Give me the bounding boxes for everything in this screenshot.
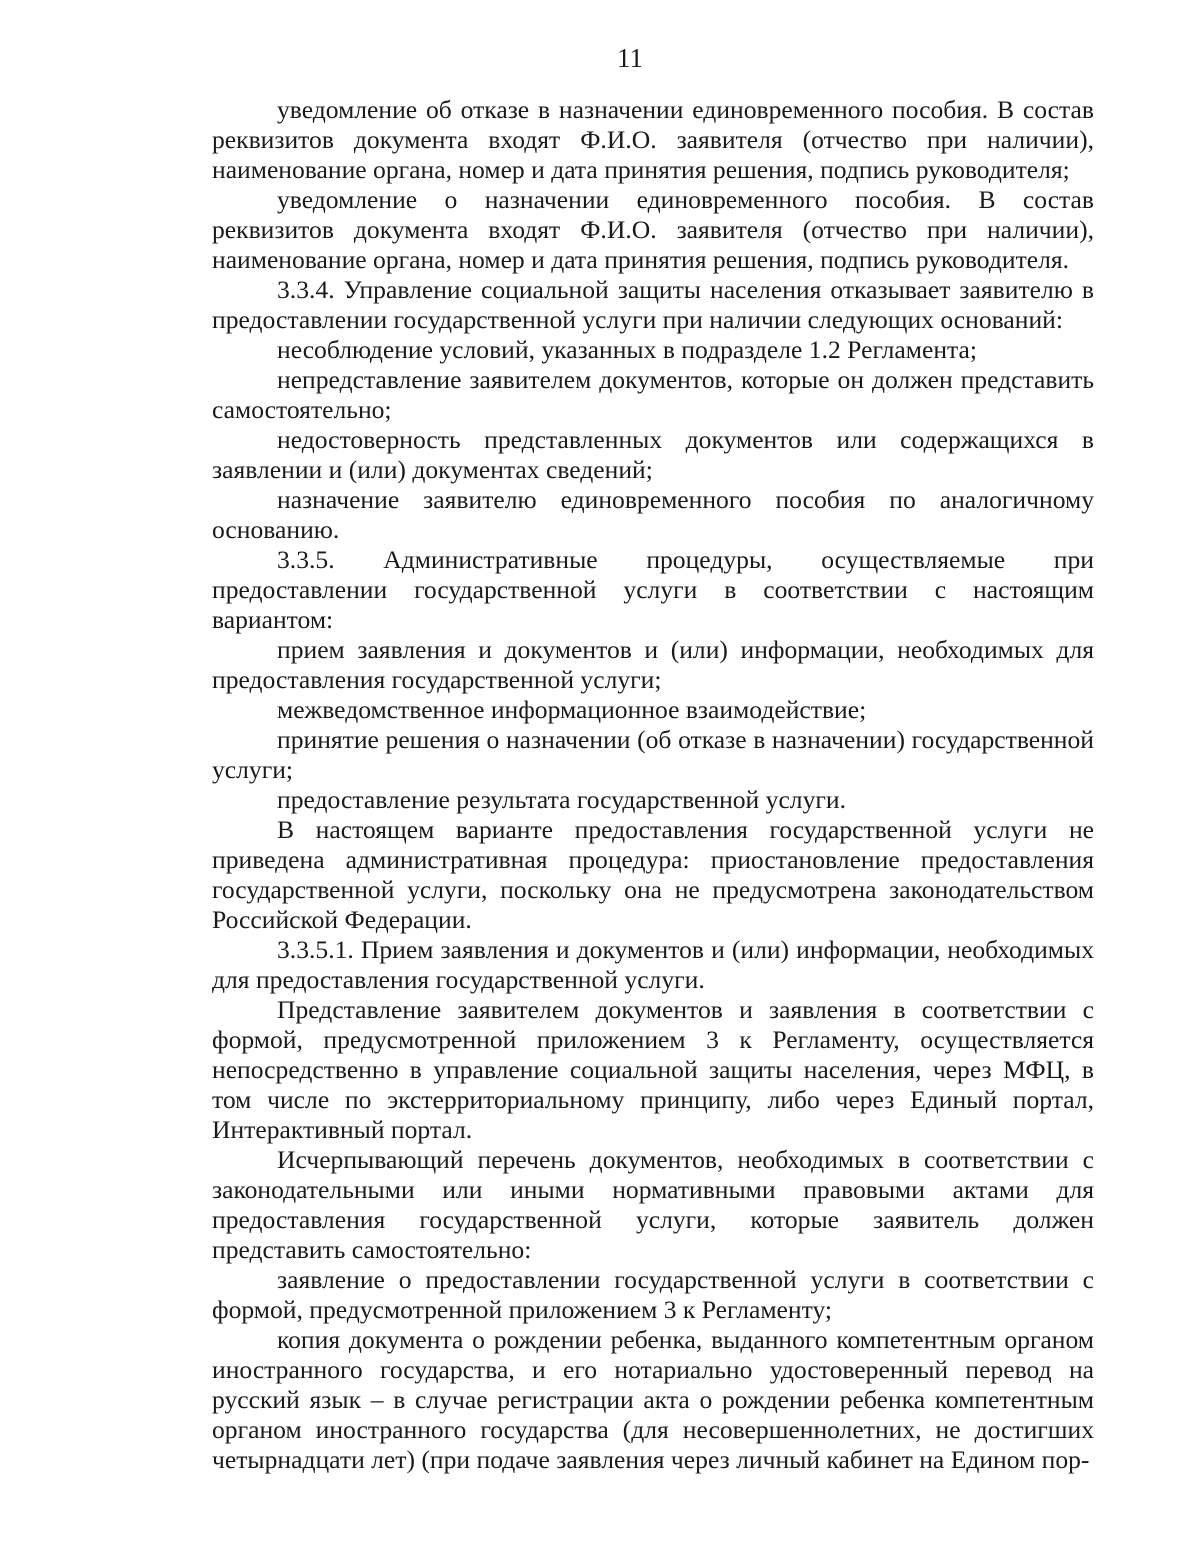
paragraph: заявление о предоставлении государственной услуги в соответствии с формой, предусмотренной приложением 3 к Регламенту; [212,1265,1094,1324]
document-body [212,95,1094,1475]
paragraph: принятие решения о назначении (об отказе в назначении) государственной услуги; [212,725,1094,784]
paragraph: Представление заявителем документов и заявления в соответствии с формой, предусмотренной приложением 3 к Регламенту, осуществляется непосредственно в управление социальной защиты населения, через МФЦ, в том числе по экстерриториальному принципу, либо через Единый портал, Интерактивный портал. [212,995,1094,1144]
paragraph: 3.3.5.1. Прием заявления и документов и (или) информации, необходимых для предоставления государственной услуги. [212,935,1094,994]
page-number: 11 [617,43,643,73]
paragraph: уведомление о назначении единовременного пособия. В состав реквизитов документа входят Ф.И.О. заявителя (отчество при наличии), наименование органа, номер и дата принятия решения, подпись руководителя. [212,185,1094,274]
paragraph: непредставление заявителем документов, которые он должен представить самостоятельно; [212,365,1094,424]
paragraph: межведомственное информационное взаимодействие; [277,695,867,724]
paragraph: несоблюдение условий, указанных в подразделе 1.2 Регламента; [277,335,977,364]
paragraph: В настоящем варианте предоставления государственной услуги не приведена административная процедура: приостановление предоставления государственной услуги, поскольку она не предусмотрена законодательством Российской Федерации. [212,815,1094,934]
paragraph: 3.3.5. Административные процедуры, осуществляемые при предоставлении государственной услуги в соответствии с настоящим вариантом: [212,545,1094,634]
paragraph: прием заявления и документов и (или) информации, необходимых для предоставления государственной услуги; [212,635,1094,694]
paragraph: назначение заявителю единовременного пособия по аналогичному основанию. [212,485,1094,544]
paragraph: 3.3.4. Управление социальной защиты населения отказывает заявителю в предоставлении государственной услуги при наличии следующих оснований: [212,275,1094,334]
paragraph: Исчерпывающий перечень документов, необходимых в соответствии с законодательными или иными нормативными правовыми актами для предоставления государственной услуги, которые заявитель должен представить самостоятельно: [212,1145,1094,1264]
paragraph: уведомление об отказе в назначении единовременного пособия. В состав реквизитов документа входят Ф.И.О. заявителя (отчество при наличии), наименование органа, номер и дата принятия решения, подпись руководителя; [212,95,1094,184]
paragraph: копия документа о рождении ребенка, выданного компетентным органом иностранного государства, и его нотариально удостоверенный перевод на русский язык – в случае регистрации акта о рождении ребенка компетентным органом иностранного государства (для несовершеннолетних, не достигших четырнадцати лет) (при подаче заявления через личный кабинет на Едином пор- [212,1325,1094,1474]
paragraph: недостоверность представленных документов или содержащихся в заявлении и (или) документах сведений; [212,425,1094,484]
paragraph: предоставление результата государственной услуги. [277,785,846,814]
